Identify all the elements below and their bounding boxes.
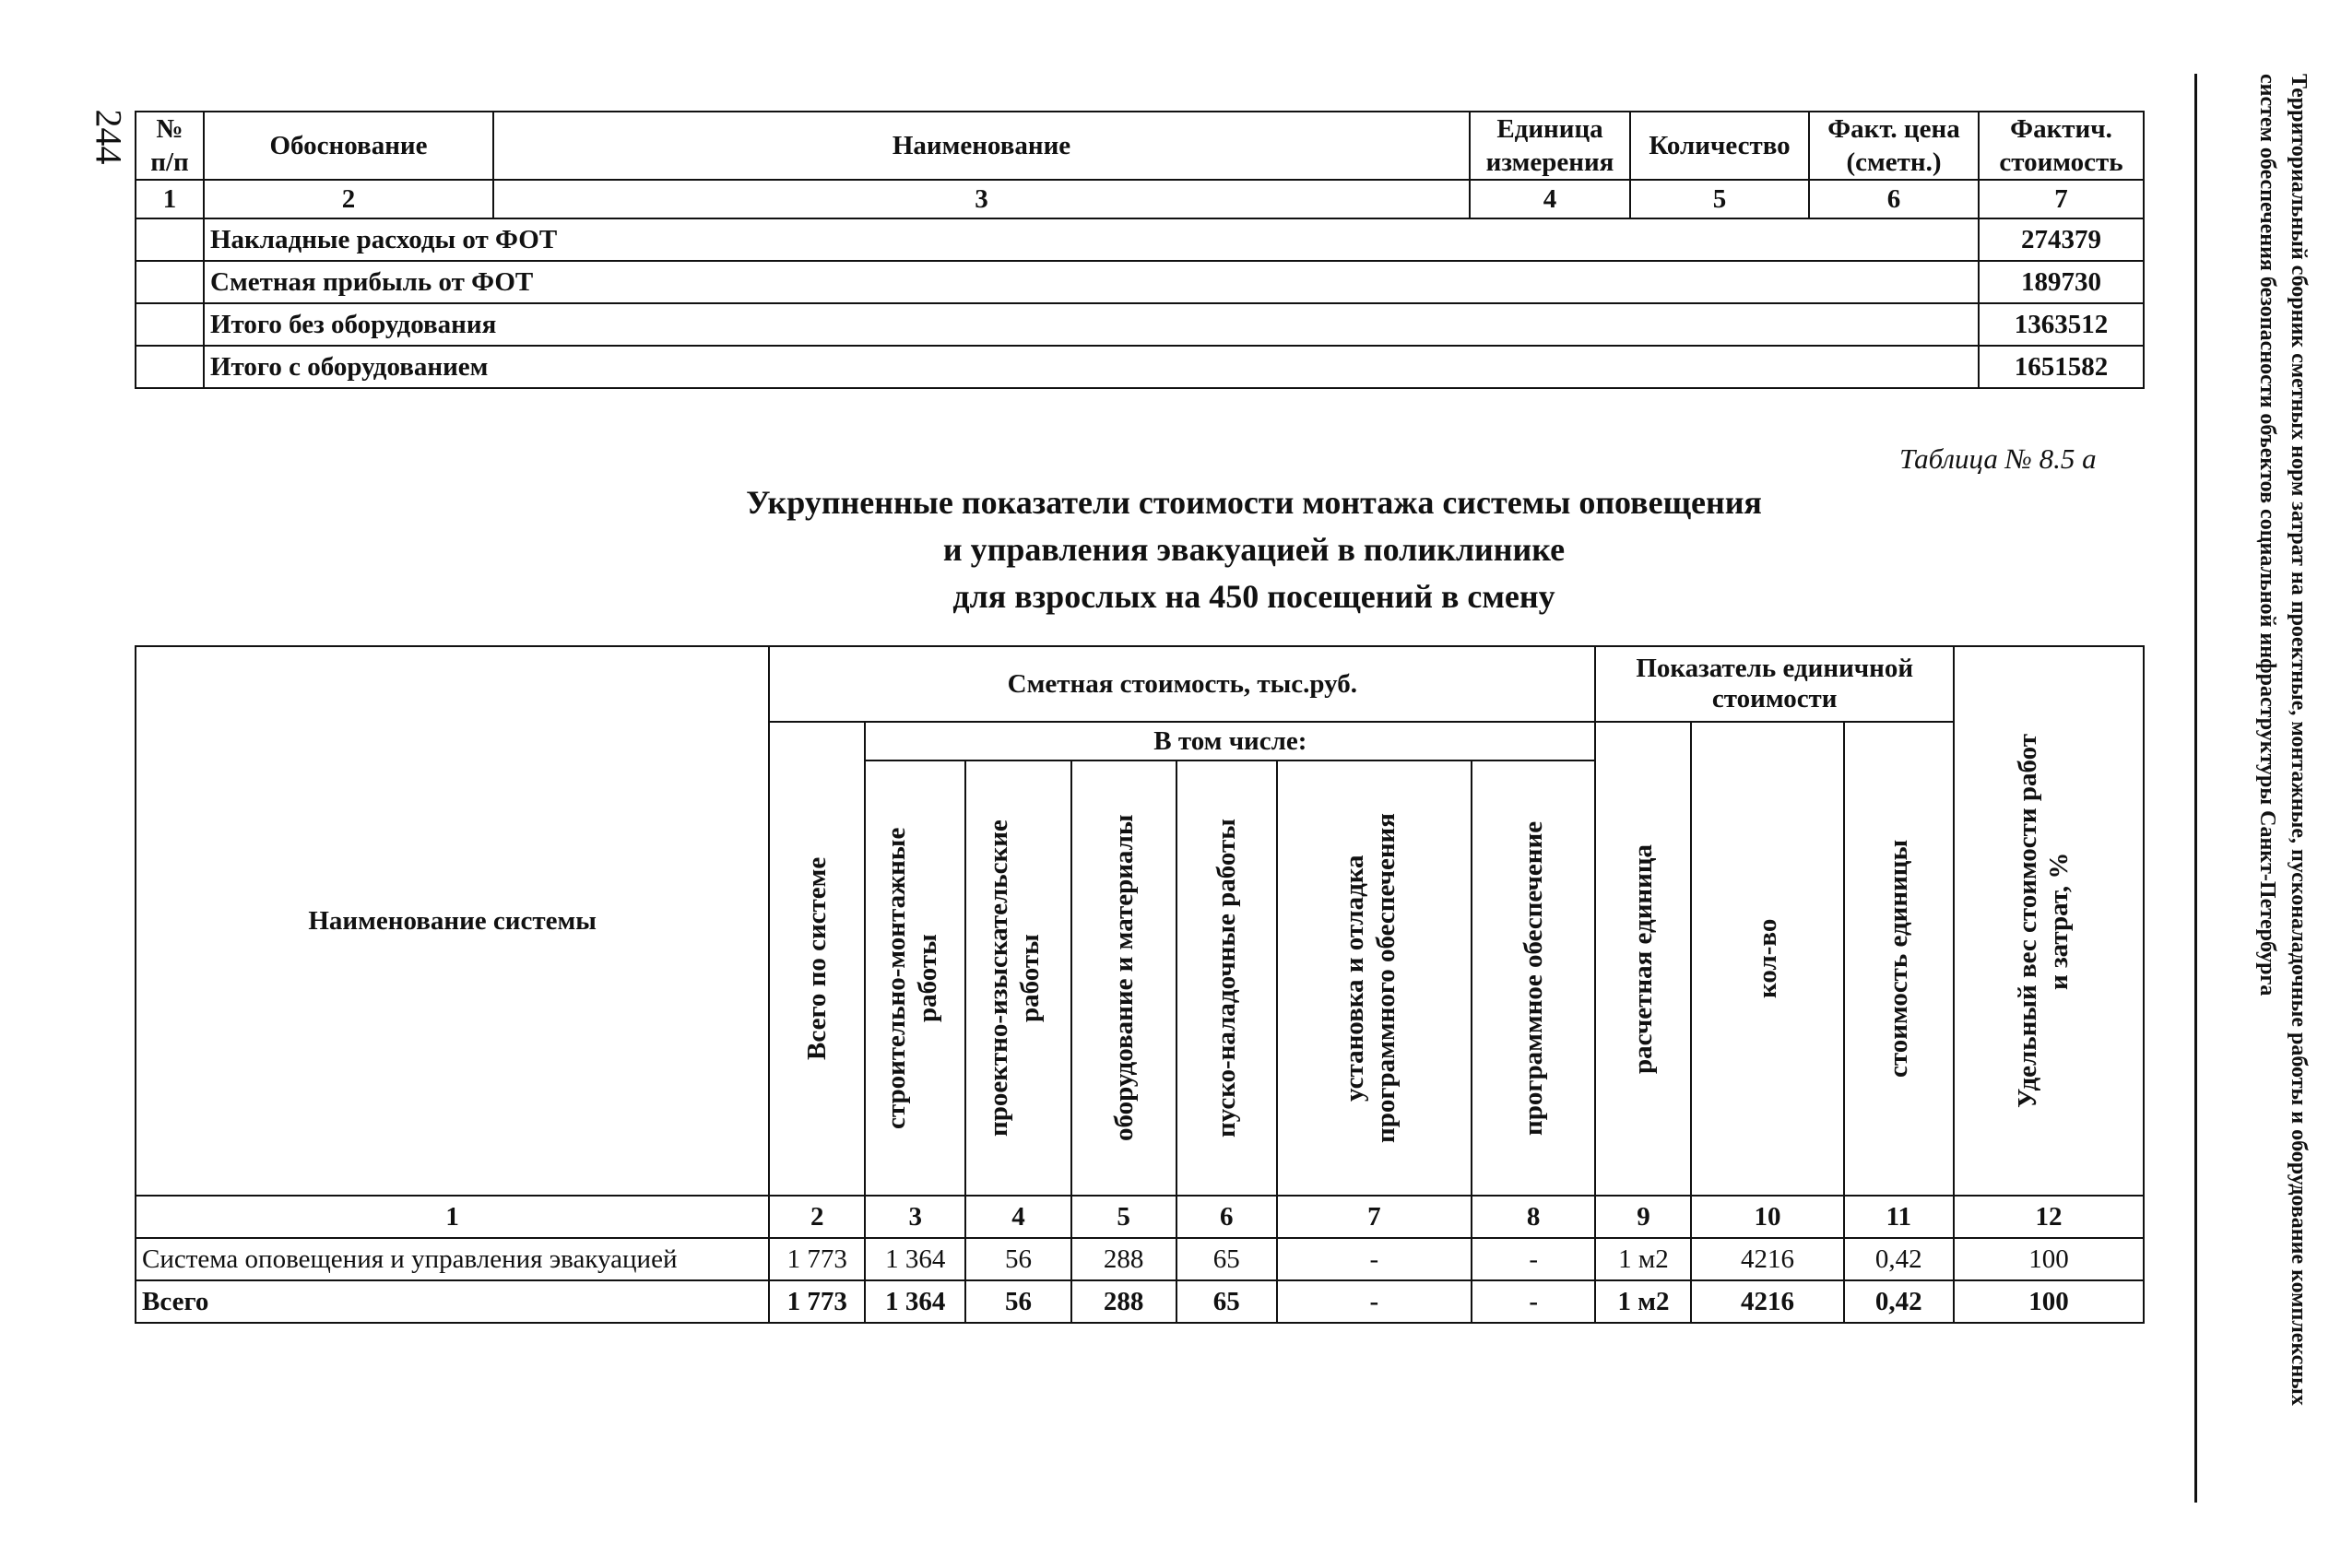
th-commissioning (1176, 760, 1277, 1196)
cell: Система оповещения и управления эвакуацией (136, 1238, 769, 1280)
empty-cell (136, 346, 204, 388)
cell: 100 (1954, 1280, 2144, 1323)
cell: 1 м2 (1595, 1280, 1691, 1323)
cell: 4216 (1691, 1280, 1843, 1323)
th-construction-text: строительно-монтажные работы (881, 827, 942, 1129)
col-num: 11 (1844, 1196, 1954, 1238)
row-label: Накладные расходы от ФОТ (204, 218, 1979, 261)
col-num: 12 (1954, 1196, 2144, 1238)
empty-cell (136, 218, 204, 261)
top-table-header (136, 112, 2144, 180)
th-including: В том числе: (865, 722, 1595, 760)
th-calc-unit-text: расчетная единица (1628, 843, 1659, 1074)
th-commissioning-text: пуско-наладочные работы (1212, 819, 1242, 1138)
row-label: Сметная прибыль от ФОТ (204, 261, 1979, 303)
cell: 56 (965, 1238, 1070, 1280)
title-line: для взрослых на 450 посещений в смену (952, 578, 1555, 615)
th-basis: Обоснование (204, 112, 493, 180)
col-num: 3 (493, 180, 1470, 218)
cell: 1 364 (865, 1238, 965, 1280)
th-software-setup-text: установка и отладка программного обеспечения (1340, 813, 1401, 1143)
side-header (2222, 74, 2314, 1406)
table-title (553, 479, 1955, 620)
row-label: Итого без оборудования (204, 303, 1979, 346)
th-estimated-cost: Сметная стоимость, тыс.руб. (769, 646, 1595, 722)
row-label: Итого с оборудованием (204, 346, 1979, 388)
col-num: 1 (136, 1196, 769, 1238)
col-num: 4 (965, 1196, 1070, 1238)
th-equipment (1071, 760, 1176, 1196)
th-software-text: программное обеспечение (1519, 820, 1549, 1136)
empty-cell (136, 261, 204, 303)
th-unit: Единица измерения (1470, 112, 1630, 180)
empty-cell (136, 303, 204, 346)
cell: 1 364 (865, 1280, 965, 1323)
title-line: Укрупненные показатели стоимости монтажа системы оповещения (746, 484, 1762, 521)
th-share-text: Удельный вес стоимости работ и затрат, % (2012, 734, 2074, 1108)
th-share (1954, 646, 2144, 1196)
th-design (965, 760, 1070, 1196)
col-num: 7 (1277, 1196, 1472, 1238)
cell: 288 (1071, 1280, 1176, 1323)
main-cost-table (135, 645, 2145, 1324)
th-number: № п/п (136, 112, 204, 180)
main-header-row-1 (136, 646, 2144, 722)
col-num: 8 (1472, 1196, 1596, 1238)
row-value: 1363512 (1979, 303, 2144, 346)
th-qty (1691, 722, 1843, 1196)
th-calc-unit (1595, 722, 1691, 1196)
cell: 1 773 (769, 1238, 865, 1280)
th-cost: Фактич. стоимость (1979, 112, 2144, 180)
col-num: 9 (1595, 1196, 1691, 1238)
top-cost-table (135, 111, 2145, 389)
cell: 1 773 (769, 1280, 865, 1323)
th-construction (865, 760, 965, 1196)
row-value: 1651582 (1979, 346, 2144, 388)
col-num: 3 (865, 1196, 965, 1238)
th-software-setup (1277, 760, 1472, 1196)
col-num: 1 (136, 180, 204, 218)
cell: - (1277, 1238, 1472, 1280)
cell: 1 м2 (1595, 1238, 1691, 1280)
col-num: 4 (1470, 180, 1630, 218)
th-price: Факт. цена (сметн.) (1809, 112, 1979, 180)
total-row (136, 1280, 2144, 1323)
col-num: 5 (1630, 180, 1809, 218)
table-caption: Таблица № 8.5 а (1899, 442, 2097, 475)
table-row (136, 346, 2144, 388)
th-total-text: Всего по системе (802, 856, 833, 1061)
side-rule (2194, 74, 2197, 1503)
col-num: 6 (1176, 1196, 1277, 1238)
cell: 56 (965, 1280, 1070, 1323)
table-row (136, 261, 2144, 303)
cell: 288 (1071, 1238, 1176, 1280)
th-design-text: проектно-изыскательские работы (984, 819, 1046, 1137)
cell: - (1472, 1280, 1596, 1323)
cell: 0,42 (1844, 1238, 1954, 1280)
row-value: 274379 (1979, 218, 2144, 261)
th-software (1472, 760, 1596, 1196)
col-num: 6 (1809, 180, 1979, 218)
title-line: и управления эвакуацией в поликлинике (942, 531, 1566, 568)
th-unit-indicator: Показатель единичной стоимости (1595, 646, 1953, 722)
col-num: 7 (1979, 180, 2144, 218)
cell: - (1472, 1238, 1596, 1280)
col-num: 2 (204, 180, 493, 218)
page-number: 244 (88, 109, 130, 165)
th-quantity: Количество (1630, 112, 1809, 180)
top-table-col-numbers (136, 180, 2144, 218)
table-row (136, 218, 2144, 261)
th-unit-cost (1844, 722, 1954, 1196)
th-name: Наименование (493, 112, 1470, 180)
side-header-text: Территориальный сборник сметных норм затрат на проектные, монтажные, пусконаладочные работы и оборудование комплексных систем обеспечения безопасности объектов социальной инфраструктуры Санкт-Петербурга (2255, 74, 2311, 1406)
row-value: 189730 (1979, 261, 2144, 303)
th-total-by-system (769, 722, 865, 1196)
cell: 65 (1176, 1238, 1277, 1280)
col-num: 10 (1691, 1196, 1843, 1238)
col-num: 5 (1071, 1196, 1176, 1238)
cell: 100 (1954, 1238, 2144, 1280)
col-num: 2 (769, 1196, 865, 1238)
table-row (136, 1238, 2144, 1280)
th-system-name: Наименование системы (136, 646, 769, 1196)
th-equipment-text: оборудование и материалы (1108, 814, 1139, 1142)
cell: - (1277, 1280, 1472, 1323)
main-col-numbers (136, 1196, 2144, 1238)
th-unit-cost-text: стоимость единицы (1884, 839, 1914, 1079)
cell: 65 (1176, 1280, 1277, 1323)
cell: Всего (136, 1280, 769, 1323)
table-row (136, 303, 2144, 346)
th-qty-text: кол-во (1753, 918, 1783, 999)
cell: 4216 (1691, 1238, 1843, 1280)
cell: 0,42 (1844, 1280, 1954, 1323)
